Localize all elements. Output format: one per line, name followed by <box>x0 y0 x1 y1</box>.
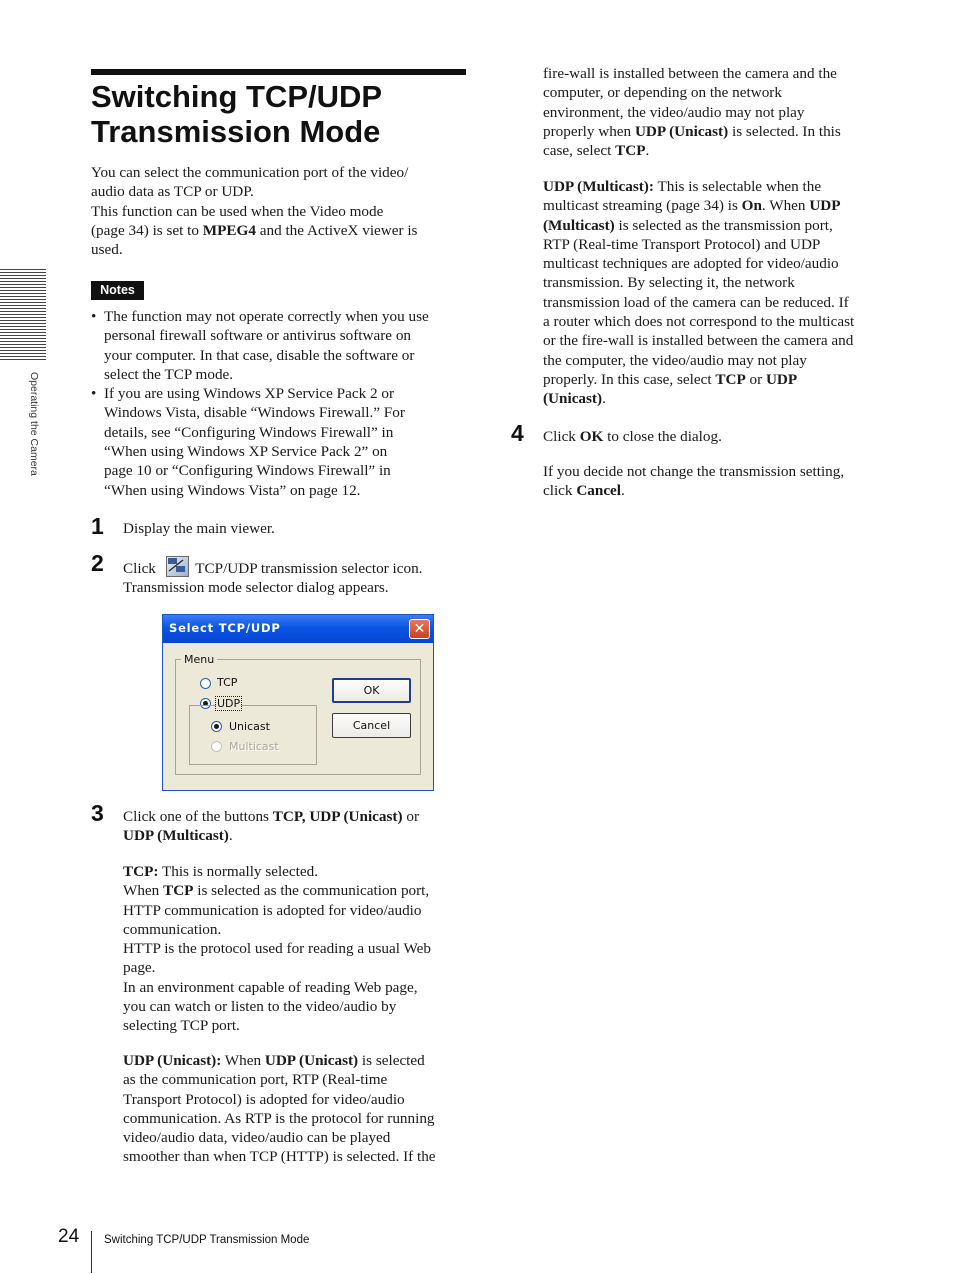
tcp-radio[interactable] <box>200 678 211 689</box>
multicast-line: transmission. By selecting it, the network <box>543 274 795 292</box>
intro-line: audio data as TCP or UDP. <box>91 183 254 201</box>
unicast-radio[interactable] <box>211 721 222 732</box>
udp-radio-label[interactable]: UDP <box>217 697 241 710</box>
tcp-text: is selected as the communication port, <box>193 882 430 900</box>
note-line: page 10 or “Configuring Windows Firewall” in <box>104 462 391 480</box>
note-line: “When using Windows Vista” on page 12. <box>104 481 361 499</box>
intro-text: and the ActiveX viewer is <box>255 221 418 239</box>
unicast-text: case, select <box>543 142 616 160</box>
tcp-line: HTTP communication is adopted for video/audio <box>123 901 422 919</box>
multicast-bold: (Unicast) <box>543 390 603 408</box>
multicast-line: transmission load of the camera can be reduced. If <box>543 293 849 311</box>
udp-mode-groupbox <box>189 705 317 765</box>
unicast-bold: UDP (Unicast) <box>634 122 729 140</box>
note-line: If you are using Windows XP Service Pack 2 or <box>104 385 395 403</box>
tcp-term: TCP: <box>123 863 159 880</box>
tcp-line: you can watch or listen to the video/audio by <box>123 998 397 1016</box>
step-4-text-part: Click <box>543 428 580 445</box>
note-line: The function may not operate correctly when you use <box>104 308 429 325</box>
step-4-text <box>543 427 893 446</box>
note-line: your computer. In that case, disable the software or <box>104 346 415 364</box>
tcp-line: communication. <box>123 920 222 938</box>
note-line: personal firewall software or antivirus software on <box>104 327 412 345</box>
multicast-line: multicast techniques are adopted for video/audio <box>543 255 839 273</box>
multicast-radio-label[interactable]: Multicast <box>229 740 279 753</box>
footer-divider <box>91 1231 92 1273</box>
dialog-title: Select TCP/UDP <box>169 621 281 635</box>
note-line: details, see “Configuring Windows Firewall” in <box>104 423 394 441</box>
cancel-button[interactable]: Cancel <box>332 713 411 738</box>
page-title-line1: Switching TCP/UDP <box>91 79 383 114</box>
select-tcp-udp-dialog <box>162 614 434 791</box>
tcp-text: This is normally selected. <box>158 863 319 880</box>
multicast-bold: TCP <box>715 370 746 388</box>
multicast-bold: (Multicast) <box>543 216 615 234</box>
step-3-text-part: Click one of the buttons <box>123 808 273 825</box>
multicast-text: . When <box>761 197 810 215</box>
multicast-radio[interactable] <box>211 741 222 752</box>
intro-paragraph <box>91 163 463 259</box>
unicast-text: is selected <box>358 1052 425 1069</box>
unicast-line: communication. As RTP is the protocol for running <box>123 1109 435 1127</box>
unicast-bold: UDP (Unicast) <box>264 1052 359 1069</box>
step-4-bold: OK <box>579 428 604 445</box>
multicast-term: UDP (Multicast): <box>543 178 654 195</box>
multicast-text: This is selectable when the <box>653 178 822 195</box>
intro-line: You can select the communication port of the video/ <box>91 164 409 181</box>
multicast-text: is selected as the transmission port, <box>614 216 833 234</box>
step-4-note <box>543 462 893 501</box>
multicast-bold: UDP <box>809 197 841 215</box>
multicast-bold: UDP <box>765 370 798 388</box>
multicast-line: or the fire-wall is installed between the camera and <box>543 332 854 350</box>
close-button[interactable]: ✕ <box>409 619 430 639</box>
unicast-text: . <box>645 142 650 160</box>
unicast-line: computer, or depending on the network <box>543 84 782 102</box>
intro-text: (page 34) is set to <box>91 221 203 239</box>
menu-group-label: Menu <box>181 653 217 666</box>
step-2-text <box>123 556 468 598</box>
step-3-bold: UDP (Multicast) <box>123 827 229 845</box>
step-2-pre: Click <box>123 560 160 577</box>
multicast-line: a router which does not correspond to the multicast <box>543 313 855 331</box>
step-number: 1 <box>91 513 104 539</box>
unicast-line: fire-wall is installed between the camera and the <box>543 65 837 82</box>
page-title-line2: Transmission Mode <box>91 113 381 149</box>
notes-label: Notes <box>91 281 144 300</box>
step-3-bold: TCP, UDP (Unicast) <box>272 808 403 825</box>
unicast-text: properly when <box>543 122 635 140</box>
note-line: Windows Vista, disable “Windows Firewall.” For <box>104 404 405 422</box>
ok-button[interactable]: OK <box>332 678 411 703</box>
page-title <box>91 80 471 149</box>
section-tab-marker <box>0 269 46 361</box>
tcp-line: page. <box>123 959 156 977</box>
step-2-line2: Transmission mode selector dialog appears. <box>123 579 389 597</box>
tcp-radio-label[interactable]: TCP <box>217 676 238 689</box>
tcp-udp-selector-icon <box>166 556 189 577</box>
footer-running-title: Switching TCP/UDP Transmission Mode <box>104 1234 310 1246</box>
udp-multicast-description <box>543 177 893 409</box>
unicast-line: video/audio data, video/audio can be played <box>123 1129 391 1147</box>
unicast-term: UDP (Unicast): <box>123 1052 222 1069</box>
note-line: select the TCP mode. <box>104 365 234 383</box>
unicast-line: as the communication port, RTP (Real-time <box>123 1071 388 1089</box>
multicast-text: . <box>602 390 606 408</box>
multicast-text: properly. In this case, select <box>543 370 716 388</box>
unicast-text: is selected. In this <box>728 122 841 140</box>
notes-item <box>91 307 467 384</box>
multicast-bold: On <box>741 197 762 215</box>
step-3-text-part: or <box>402 808 419 825</box>
unicast-line: environment, the video/audio may not play <box>543 103 805 121</box>
intro-bold: MPEG4 <box>202 221 256 239</box>
note-line: “When using Windows XP Service Pack 2” on <box>104 443 388 461</box>
multicast-line: the computer, the video/audio may not play <box>543 351 807 369</box>
unicast-line: smoother than when TCP (HTTP) is selected. If the <box>123 1148 436 1166</box>
multicast-text: multicast streaming (page 34) is <box>543 197 742 215</box>
tcp-text: When <box>123 882 164 900</box>
tcp-line: selecting TCP port. <box>123 1017 240 1035</box>
bullet-mark: • <box>91 385 97 403</box>
step-number: 4 <box>511 420 524 446</box>
step-number: 3 <box>91 800 104 826</box>
bullet-mark: • <box>91 308 97 325</box>
step-4-line: If you decide not change the transmission setting, <box>543 463 845 480</box>
unicast-radio-label[interactable]: Unicast <box>229 720 270 733</box>
step-4-bold: Cancel <box>576 482 622 500</box>
unicast-line: Transport Protocol) is adopted for video/audio <box>123 1090 405 1108</box>
tcp-bold: TCP <box>163 882 194 900</box>
step-4-text-part: to close the dialog. <box>603 428 722 445</box>
intro-line: This function can be used when the Video mode <box>91 202 384 220</box>
dialog-titlebar[interactable] <box>163 615 433 643</box>
udp-unicast-description <box>123 1051 468 1167</box>
page-number: 24 <box>58 1226 80 1247</box>
tcp-line: In an environment capable of reading Web page, <box>123 978 418 996</box>
tcp-description <box>123 862 468 1036</box>
notes-list <box>91 307 467 500</box>
unicast-bold: TCP <box>615 142 646 160</box>
section-tab-label: Operating the Camera <box>28 372 40 476</box>
multicast-line: RTP (Real-time Transport Protocol) and UDP <box>543 235 821 253</box>
multicast-text: or <box>745 370 766 388</box>
notes-item <box>91 384 467 500</box>
title-rule <box>91 69 466 75</box>
step-3-text-part: . <box>228 827 233 845</box>
step-3-text <box>123 807 468 846</box>
step-number: 2 <box>91 550 104 576</box>
udp-unicast-continued <box>543 64 893 160</box>
unicast-text: When <box>221 1052 265 1069</box>
intro-line: used. <box>91 241 123 259</box>
tcp-line: HTTP is the protocol used for reading a usual Web <box>123 940 431 958</box>
step-4-text-part: . <box>621 482 625 500</box>
dialog-body <box>163 643 433 790</box>
step-1-text: Display the main viewer. <box>123 520 275 537</box>
step-2-post: TCP/UDP transmission selector icon. <box>191 560 423 577</box>
step-4-text-part: click <box>543 482 577 500</box>
